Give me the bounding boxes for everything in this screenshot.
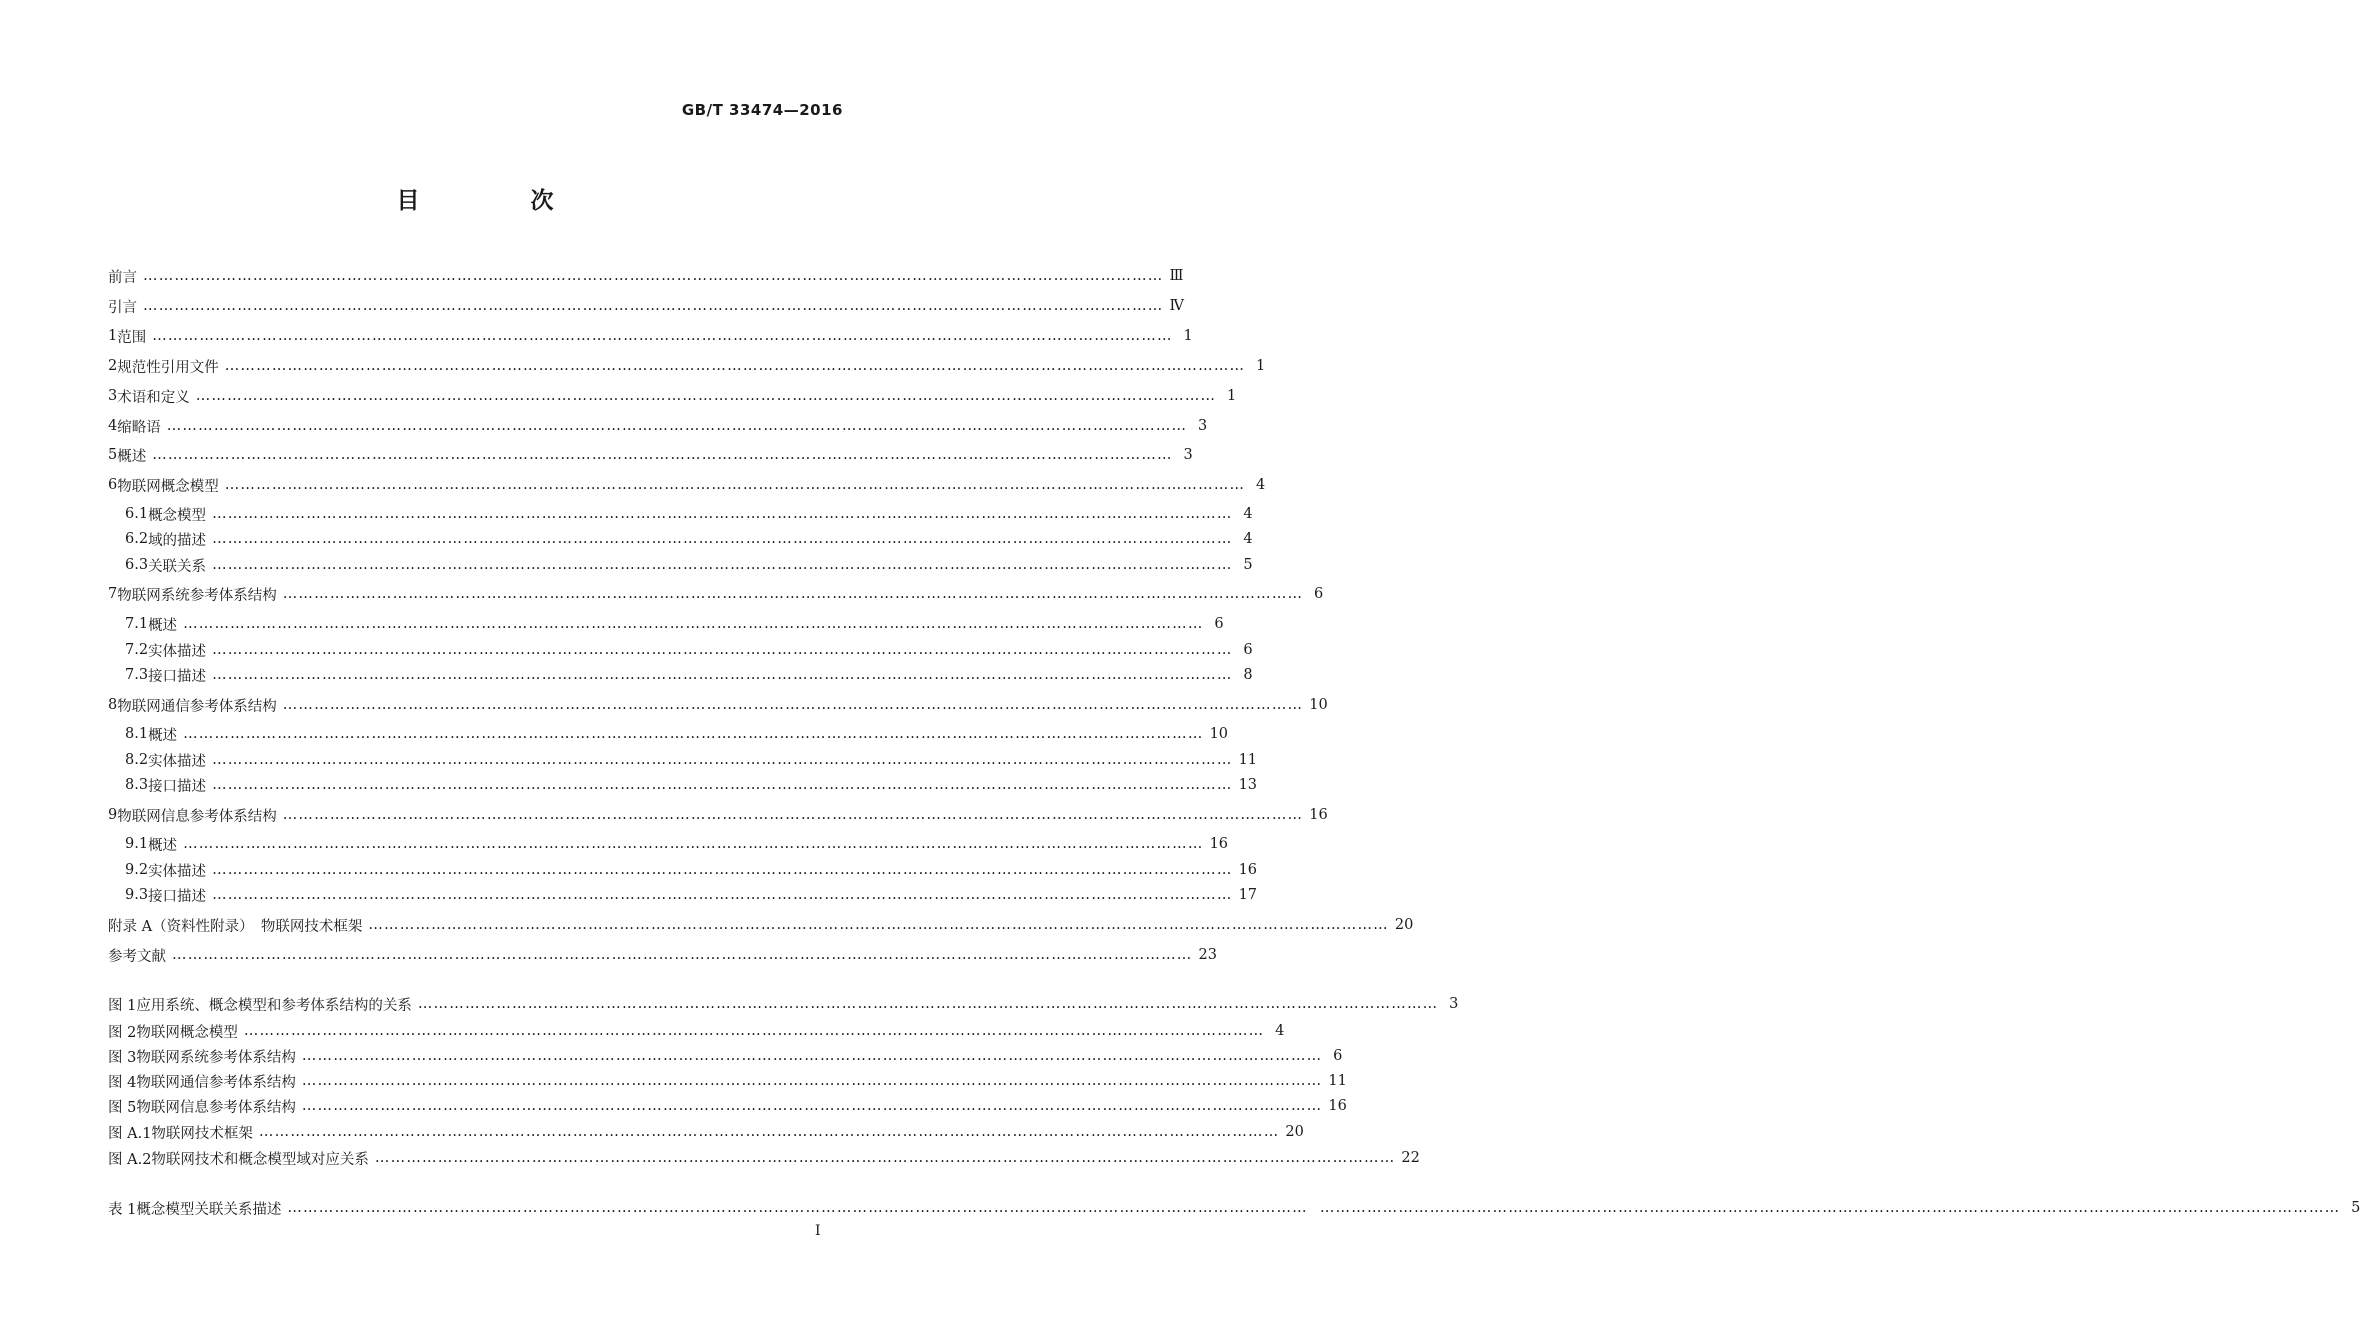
toc-entry-page: 17	[1238, 887, 1258, 903]
dot-leader: ……………………………………………………………………………………………………………………………………………………………………………	[224, 477, 1246, 493]
toc-entry-label: 概述	[117, 448, 147, 465]
toc-entry[interactable]	[125, 748, 1258, 772]
toc-entry-number: 7	[108, 586, 118, 602]
dot-leader: ……………………………………………………………………………………………………………………………………………………………………………	[287, 1200, 1308, 1216]
toc-entry-label: 物联网技术框架	[151, 1125, 253, 1142]
dot-leader: ……………………………………………………………………………………………………………………………………………………………………………	[212, 887, 1233, 903]
toc-entry-number: 8.3	[125, 777, 149, 793]
toc-entry[interactable]	[108, 1094, 1347, 1118]
dot-leader: ……………………………………………………………………………………………………………………………………………………………………………	[212, 531, 1233, 547]
toc-entry-page: 3	[1449, 996, 1459, 1012]
dot-leader: ……………………………………………………………………………………………………………………………………………………………………………	[212, 642, 1233, 658]
toc-entry-page: Ⅲ	[1169, 268, 1184, 284]
dot-leader: ……………………………………………………………………………………………………………………………………………………………………………	[368, 917, 1389, 933]
toc-entry-number: 7.2	[125, 642, 149, 658]
toc-entry-page: 4	[1243, 506, 1253, 522]
dot-leader: ……………………………………………………………………………………………………………………………………………………………………………	[212, 777, 1233, 793]
toc-entry-number: 图 1	[108, 997, 137, 1014]
dot-leader: ……………………………………………………………………………………………………………………………………………………………………………	[301, 1048, 1323, 1064]
dot-leader: ……………………………………………………………………………………………………………………………………………………………………………	[212, 667, 1233, 683]
standard-code: GB/T 33474—2016	[681, 101, 843, 119]
toc-entry-label: 接口描述	[148, 888, 207, 905]
toc-entry-page: 20	[1285, 1124, 1304, 1140]
dot-leader: ……………………………………………………………………………………………………………………………………………………………………………	[301, 1073, 1323, 1089]
dot-leader: ……………………………………………………………………………………………………………………………………………………………………………	[152, 447, 1173, 463]
toc-entry-number: 图 4	[108, 1074, 137, 1091]
dot-leader: ……………………………………………………………………………………………………………………………………………………………………………	[282, 586, 1304, 602]
toc-entry[interactable]	[125, 722, 1229, 746]
toc-entry-label: 实体描述	[148, 643, 207, 660]
toc-entry-label: 缩略语	[117, 419, 161, 436]
toc-entry-number: 9.1	[125, 836, 149, 852]
toc-entry-number: 6.1	[125, 506, 149, 522]
dot-leader: ……………………………………………………………………………………………………………………………………………………………………………	[183, 726, 1204, 742]
toc-entry-number: 8.2	[125, 752, 149, 768]
dot-leader: ……………………………………………………………………………………………………………………………………………………………………………	[282, 807, 1304, 823]
toc-entry-page: 1	[1183, 328, 1193, 344]
dot-leader: ……………………………………………………………………………………………………………………………………………………………………………	[143, 268, 1164, 284]
toc-entry[interactable]	[108, 582, 1324, 606]
toc-entry[interactable]	[108, 384, 1237, 408]
toc-entry[interactable]	[125, 527, 1253, 551]
dot-leader: ……………………………………………………………………………………………………………………………………………………………………………	[166, 418, 1188, 434]
toc-entry-label: 物联网概念模型	[136, 1024, 238, 1041]
toc-entry[interactable]	[108, 693, 1328, 717]
toc-entry-label: 概念模型关联关系描述	[136, 1201, 282, 1218]
toc-entry-label: 物联网信息参考体系结构	[117, 808, 277, 825]
toc-entry-label: 应用系统、概念模型和参考体系结构的关系	[136, 997, 412, 1014]
dot-leader: ……………………………………………………………………………………………………………………………………………………………………………	[282, 697, 1304, 713]
toc-entry-label: 物联网信息参考体系结构	[136, 1099, 296, 1116]
toc-entry-label: 引言	[108, 299, 137, 316]
toc-entry-label: 实体描述	[148, 753, 207, 770]
dot-leader: ……………………………………………………………………………………………………………………………………………………………………………	[143, 298, 1164, 314]
toc-entry-page: 6	[1243, 642, 1253, 658]
toc-entry[interactable]	[108, 354, 1266, 378]
dot-leader: ……………………………………………………………………………………………………………………………………………………………………………	[183, 836, 1204, 852]
toc-entry-page: 4	[1275, 1023, 1285, 1039]
toc-entry-label: 物联网技术和概念模型域对应关系	[151, 1151, 369, 1168]
toc-entry-number: 1	[108, 328, 118, 344]
toc-entry-page: Ⅳ	[1169, 298, 1184, 314]
toc-entry-page: 6	[1333, 1048, 1343, 1064]
toc-entry-label: 物联网系统参考体系结构	[117, 587, 277, 604]
toc-entry-label: 接口描述	[148, 778, 207, 795]
toc-entry[interactable]	[108, 1120, 1304, 1144]
toc-entry-page: 5	[1243, 557, 1253, 573]
toc-entry[interactable]	[108, 943, 1217, 967]
toc-entry[interactable]	[108, 324, 1193, 348]
dot-leader: ……………………………………………………………………………………………………………………………………………………………………………	[183, 616, 1204, 632]
toc-entry-number: 5	[108, 447, 118, 463]
toc-entry[interactable]	[108, 294, 1184, 318]
toc-entry-label: 概念模型	[148, 507, 207, 524]
toc-entry[interactable]	[108, 443, 1193, 467]
toc-entry-label: 域的描述	[148, 532, 207, 549]
toc-entry-number: 表 1	[108, 1201, 137, 1218]
toc-entry-page: 10	[1209, 726, 1229, 742]
toc-entry-label: 参考文献	[108, 948, 166, 965]
dot-leader: ……………………………………………………………………………………………………………………………………………………………………………	[1319, 1200, 2341, 1216]
toc-entry[interactable]	[125, 773, 1258, 797]
toc-entry-page: 13	[1238, 777, 1258, 793]
toc-entry-number: 图 5	[108, 1099, 137, 1116]
toc-entry-page: 6	[1314, 586, 1324, 602]
toc-entry[interactable]	[125, 883, 1258, 907]
toc-entry[interactable]	[125, 663, 1253, 687]
toc-entry-label: 概述	[148, 727, 178, 744]
dot-leader: ……………………………………………………………………………………………………………………………………………………………………………	[152, 328, 1173, 344]
toc-entry-number: 9.2	[125, 862, 149, 878]
dot-leader: ……………………………………………………………………………………………………………………………………………………………………………	[212, 506, 1233, 522]
toc-entry-label: 附录 A（资料性附录） 物联网技术框架	[108, 918, 363, 935]
toc-entry[interactable]	[125, 638, 1253, 662]
toc-entry-number: 8.1	[125, 726, 149, 742]
toc-entry-number: 图 3	[108, 1049, 137, 1066]
dot-leader: ……………………………………………………………………………………………………………………………………………………………………………	[243, 1023, 1265, 1039]
toc-entry[interactable]	[108, 992, 1459, 1016]
toc-entry-number: 7.1	[125, 616, 149, 632]
dot-leader: ……………………………………………………………………………………………………………………………………………………………………………	[374, 1150, 1396, 1166]
dot-leader: ……………………………………………………………………………………………………………………………………………………………………………	[212, 752, 1233, 768]
dot-leader: ……………………………………………………………………………………………………………………………………………………………………………	[195, 388, 1217, 404]
toc-entry-page: 3	[1183, 447, 1193, 463]
toc-entry-number: 6.3	[125, 557, 149, 573]
dot-leader: ……………………………………………………………………………………………………………………………………………………………………………	[258, 1124, 1280, 1140]
dot-leader: ……………………………………………………………………………………………………………………………………………………………………………	[212, 862, 1233, 878]
page-folio: I	[815, 1223, 821, 1239]
toc-entry[interactable]	[108, 1019, 1285, 1043]
dot-leader: ……………………………………………………………………………………………………………………………………………………………………………	[301, 1098, 1323, 1114]
toc-entry-label: 物联网系统参考体系结构	[136, 1049, 296, 1066]
toc-entry-page: 3	[1198, 418, 1208, 434]
toc-entry-number: 4	[108, 418, 118, 434]
toc-entry-page: 16	[1309, 807, 1328, 823]
toc-entry-label: 范围	[117, 329, 147, 346]
toc-entry-number: 6.2	[125, 531, 149, 547]
toc-entry-label: 接口描述	[148, 668, 207, 685]
toc-entry-label: 物联网概念模型	[117, 478, 219, 495]
toc-entry-page: 22	[1401, 1150, 1420, 1166]
toc-entry-page: 10	[1309, 697, 1328, 713]
toc-entry-number: 2	[108, 358, 118, 374]
toc-entry[interactable]	[108, 1069, 1347, 1093]
toc-entry-page: 1	[1227, 388, 1237, 404]
toc-entry-label: 术语和定义	[117, 389, 190, 406]
toc-entry-page: 4	[1256, 477, 1266, 493]
toc-entry-label: 物联网通信参考体系结构	[136, 1074, 296, 1091]
toc-entry-number: 9	[108, 807, 118, 823]
toc-entry-page: 11	[1328, 1073, 1347, 1089]
toc-entry-label: 概述	[148, 837, 178, 854]
dot-leader: ……………………………………………………………………………………………………………………………………………………………………………	[224, 358, 1246, 374]
toc-entry-number: 图 A.2	[108, 1151, 152, 1168]
toc-entry-page: 11	[1238, 752, 1258, 768]
dot-leader: ……………………………………………………………………………………………………………………………………………………………………………	[172, 947, 1193, 963]
toc-entry-number: 图 A.1	[108, 1125, 152, 1142]
toc-entry[interactable]	[108, 913, 1414, 937]
toc-entry-page: 23	[1198, 947, 1217, 963]
page-title: 目 次	[396, 188, 598, 214]
toc-entry-number: 3	[108, 388, 118, 404]
toc-entry[interactable]	[125, 832, 1229, 856]
dot-leader: ……………………………………………………………………………………………………………………………………………………………………………	[417, 996, 1439, 1012]
toc-entry-number: 7.3	[125, 667, 149, 683]
toc-entry[interactable]	[108, 264, 1184, 288]
toc-entry-page: 20	[1394, 917, 1414, 933]
toc-entry-page: 16	[1328, 1098, 1347, 1114]
toc-entry-page: 8	[1243, 667, 1253, 683]
toc-entry-page: 16	[1238, 862, 1258, 878]
toc-entry[interactable]	[125, 858, 1258, 882]
toc-entry-number: 8	[108, 697, 118, 713]
toc-entry[interactable]	[108, 414, 1208, 438]
toc-entry[interactable]	[108, 803, 1328, 827]
toc-entry[interactable]	[125, 612, 1224, 636]
toc-entry-label: 物联网通信参考体系结构	[117, 698, 277, 715]
toc-entry-page: 16	[1209, 836, 1229, 852]
toc-entry[interactable]	[108, 1146, 1420, 1170]
toc-entry-label: 前言	[108, 269, 137, 286]
toc-entry-label: 概述	[148, 617, 178, 634]
dot-leader: ……………………………………………………………………………………………………………………………………………………………………………	[212, 557, 1233, 573]
toc-entry[interactable]	[125, 553, 1253, 577]
toc-entry[interactable]	[125, 502, 1253, 526]
toc-entry-number: 图 2	[108, 1024, 137, 1041]
toc-entry[interactable]	[108, 473, 1266, 497]
toc-entry-page: 6	[1214, 616, 1224, 632]
toc-entry-page: 5	[2351, 1200, 2360, 1216]
toc-entry[interactable]	[108, 1196, 2360, 1220]
toc-entry[interactable]	[108, 1044, 1343, 1068]
toc-entry-page: 1	[1256, 358, 1266, 374]
toc-entry-label: 规范性引用文件	[117, 359, 219, 376]
toc-entry-label: 实体描述	[148, 863, 207, 880]
toc-entry-label: 关联关系	[148, 558, 207, 575]
toc-entry-number: 6	[108, 477, 118, 493]
toc-entry-number: 9.3	[125, 887, 149, 903]
toc-entry-page: 4	[1243, 531, 1253, 547]
